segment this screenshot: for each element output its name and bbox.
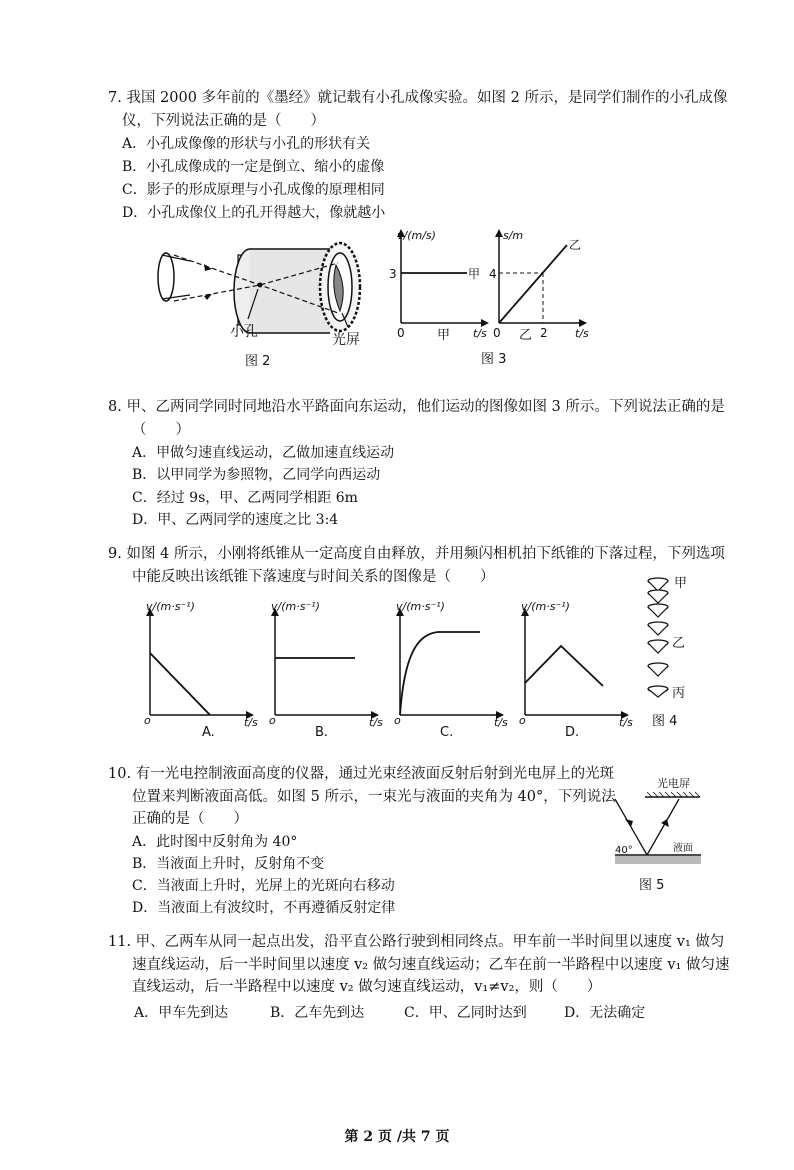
q7-option-c: C．影子的形成原理与小孔成像的原理相同	[122, 182, 385, 198]
q9-graph-d	[515, 598, 640, 743]
graph-c-option: C.	[440, 725, 454, 740]
q9-graph-b	[265, 598, 390, 743]
page-number-footer: 第 2 页 /共 7 页	[344, 1129, 450, 1145]
fig5-surface-label: 液面	[673, 843, 693, 854]
q7-option-a: A．小孔成像像的形状与小孔的形状有关	[122, 136, 371, 152]
graph-a-option: A.	[202, 725, 215, 740]
graph-c-origin: o	[394, 714, 401, 727]
fig3-left-ylabel: v/(m/s)	[397, 229, 436, 242]
q7-option-d: D．小孔成像仪上的孔开得越大，像就越小	[122, 205, 386, 221]
s-t-line-yi	[499, 245, 567, 323]
graph-c-curve	[400, 632, 480, 715]
fig3-left-below-label: 甲	[437, 328, 451, 343]
figure-3-motion-graphs	[385, 225, 600, 370]
q8-stem-line2: （ ）	[132, 422, 190, 438]
figure-2-pinhole-camera	[150, 225, 385, 370]
q10-option-a: A．此时图中反射角为 40°	[132, 834, 298, 850]
q11-option-a: A．甲车先到达	[134, 1005, 229, 1021]
q9-graph-a	[140, 598, 265, 743]
fig3-right-xtick: 2	[540, 326, 548, 340]
q7-stem-line2: 仪，下列说法正确的是（ ）	[122, 113, 325, 129]
graph-b-option: B.	[315, 725, 329, 740]
fig4-label-yi: 乙	[672, 636, 686, 651]
fig3-left-origin: 0	[397, 326, 405, 340]
graph-b-xlabel: t/s	[369, 716, 383, 729]
graph-b-origin: o	[269, 714, 276, 727]
graph-a-origin: o	[144, 714, 151, 727]
figure-2-caption: 图 2	[245, 354, 271, 369]
figure-5-caption: 图 5	[639, 878, 665, 893]
graph-d-xlabel: t/s	[619, 716, 633, 729]
q10-option-d: D．当液面上有波纹时，不再遵循反射定律	[132, 900, 396, 916]
q10-stem-line3: 正确的是（ ）	[132, 811, 248, 827]
fig3-left-line-label: 甲	[468, 267, 481, 281]
q11-option-d: D．无法确定	[564, 1005, 646, 1021]
q8-option-c: C．经过 9s，甲、乙两同学相距 6m	[132, 490, 358, 506]
q10-option-c: C．当液面上升时，光屏上的光斑向右移动	[132, 878, 395, 894]
fig3-right-line-label: 乙	[569, 238, 582, 252]
q11-option-b: B．乙车先到达	[270, 1005, 365, 1021]
fig3-right-origin: 0	[493, 326, 501, 340]
fig3-right-below-label: 乙	[519, 328, 533, 343]
q11-stem-line2: 速直线运动，后一半时间里以速度 v₂ 做匀速直线运动；乙车在前一半路程中以速度 v₁ 做匀速	[132, 957, 730, 973]
fig5-angle-label: 40°	[615, 845, 633, 856]
screen-label: 光屏	[332, 332, 360, 348]
q8-option-a: A．甲做匀速直线运动，乙做加速直线运动	[132, 445, 395, 461]
q8-option-d: D．甲、乙两同学的速度之比 3:4	[132, 512, 339, 528]
q9-stem-line2: 中能反映出该纸锥下落速度与时间关系的图像是（ ）	[132, 569, 495, 585]
object-flame-icon	[158, 253, 174, 301]
figure-4-falling-cone	[640, 573, 700, 733]
fig3-right-ytick: 4	[489, 267, 497, 281]
figure-4-caption: 图 4	[652, 714, 678, 729]
graph-d-ylabel: v/(m·s⁻¹)	[521, 600, 570, 613]
q11-option-c: C．甲、乙同时达到	[404, 1005, 527, 1021]
q11-stem-line1: 11. 甲、乙两车从同一起点出发，沿平直公路行驶到相同终点。甲车前一半时间里以速度 v₁ 做匀	[108, 934, 725, 950]
q7-stem-line1: 7. 我国 2000 多年前的《墨经》就记载有小孔成像实验。如图 2 所示，是同学们制作的小孔成像	[108, 90, 728, 106]
q10-option-b: B．当液面上升时，反射角不变	[132, 856, 325, 872]
fig5-screen-label: 光电屏	[657, 777, 690, 790]
graph-a-curve	[150, 653, 210, 715]
q7-option-b: B．小孔成像成的一定是倒立、缩小的虚像	[122, 159, 385, 175]
q10-stem-line2: 位置来判断液面高低。如图 5 所示，一束光与液面的夹角为 40°，下列说法	[132, 789, 616, 805]
graph-d-curve	[525, 646, 603, 686]
fig4-label-bing: 丙	[672, 686, 686, 701]
graph-d-origin: o	[519, 714, 526, 727]
fig3-left-ytick: 3	[389, 267, 397, 281]
q9-stem-line1: 9. 如图 4 所示，小刚将纸锥从一定高度自由释放，并用频闪相机拍下纸锥的下落过程，下列选项	[108, 546, 725, 562]
q10-stem-line1: 10. 有一光电控制液面高度的仪器，通过光束经液面反射后射到光电屏上的光斑	[108, 766, 615, 782]
figure-3-caption: 图 3	[481, 352, 507, 367]
fig4-label-jia: 甲	[674, 576, 688, 591]
graph-a-ylabel: v/(m·s⁻¹)	[146, 600, 195, 613]
hole-label: 小孔	[230, 324, 258, 340]
pinhole	[258, 283, 263, 288]
q9-graph-c	[390, 598, 515, 743]
q11-stem-line3: 直线运动，后一半路程中以速度 v₂ 做匀速直线运动，v₁≠v₂，则（ ）	[132, 979, 602, 995]
q8-stem-line1: 8. 甲、乙两同学同时同地沿水平路面向东运动，他们运动的图像如图 3 所示。下列说法正确的是	[108, 399, 725, 415]
graph-c-ylabel: v/(m·s⁻¹)	[396, 600, 445, 613]
q8-option-b: B．以甲同学为参照物，乙同学向西运动	[132, 467, 381, 483]
fig3-left-xlabel: t/s	[473, 327, 487, 340]
figure-5-liquid-reflection	[605, 773, 705, 898]
fig3-right-ylabel: s/m	[503, 229, 524, 242]
graph-d-option: D.	[565, 725, 580, 740]
graph-a-xlabel: t/s	[244, 716, 258, 729]
graph-b-ylabel: v/(m·s⁻¹)	[271, 600, 320, 613]
fig3-right-xlabel: t/s	[575, 327, 589, 340]
graph-c-xlabel: t/s	[494, 716, 508, 729]
